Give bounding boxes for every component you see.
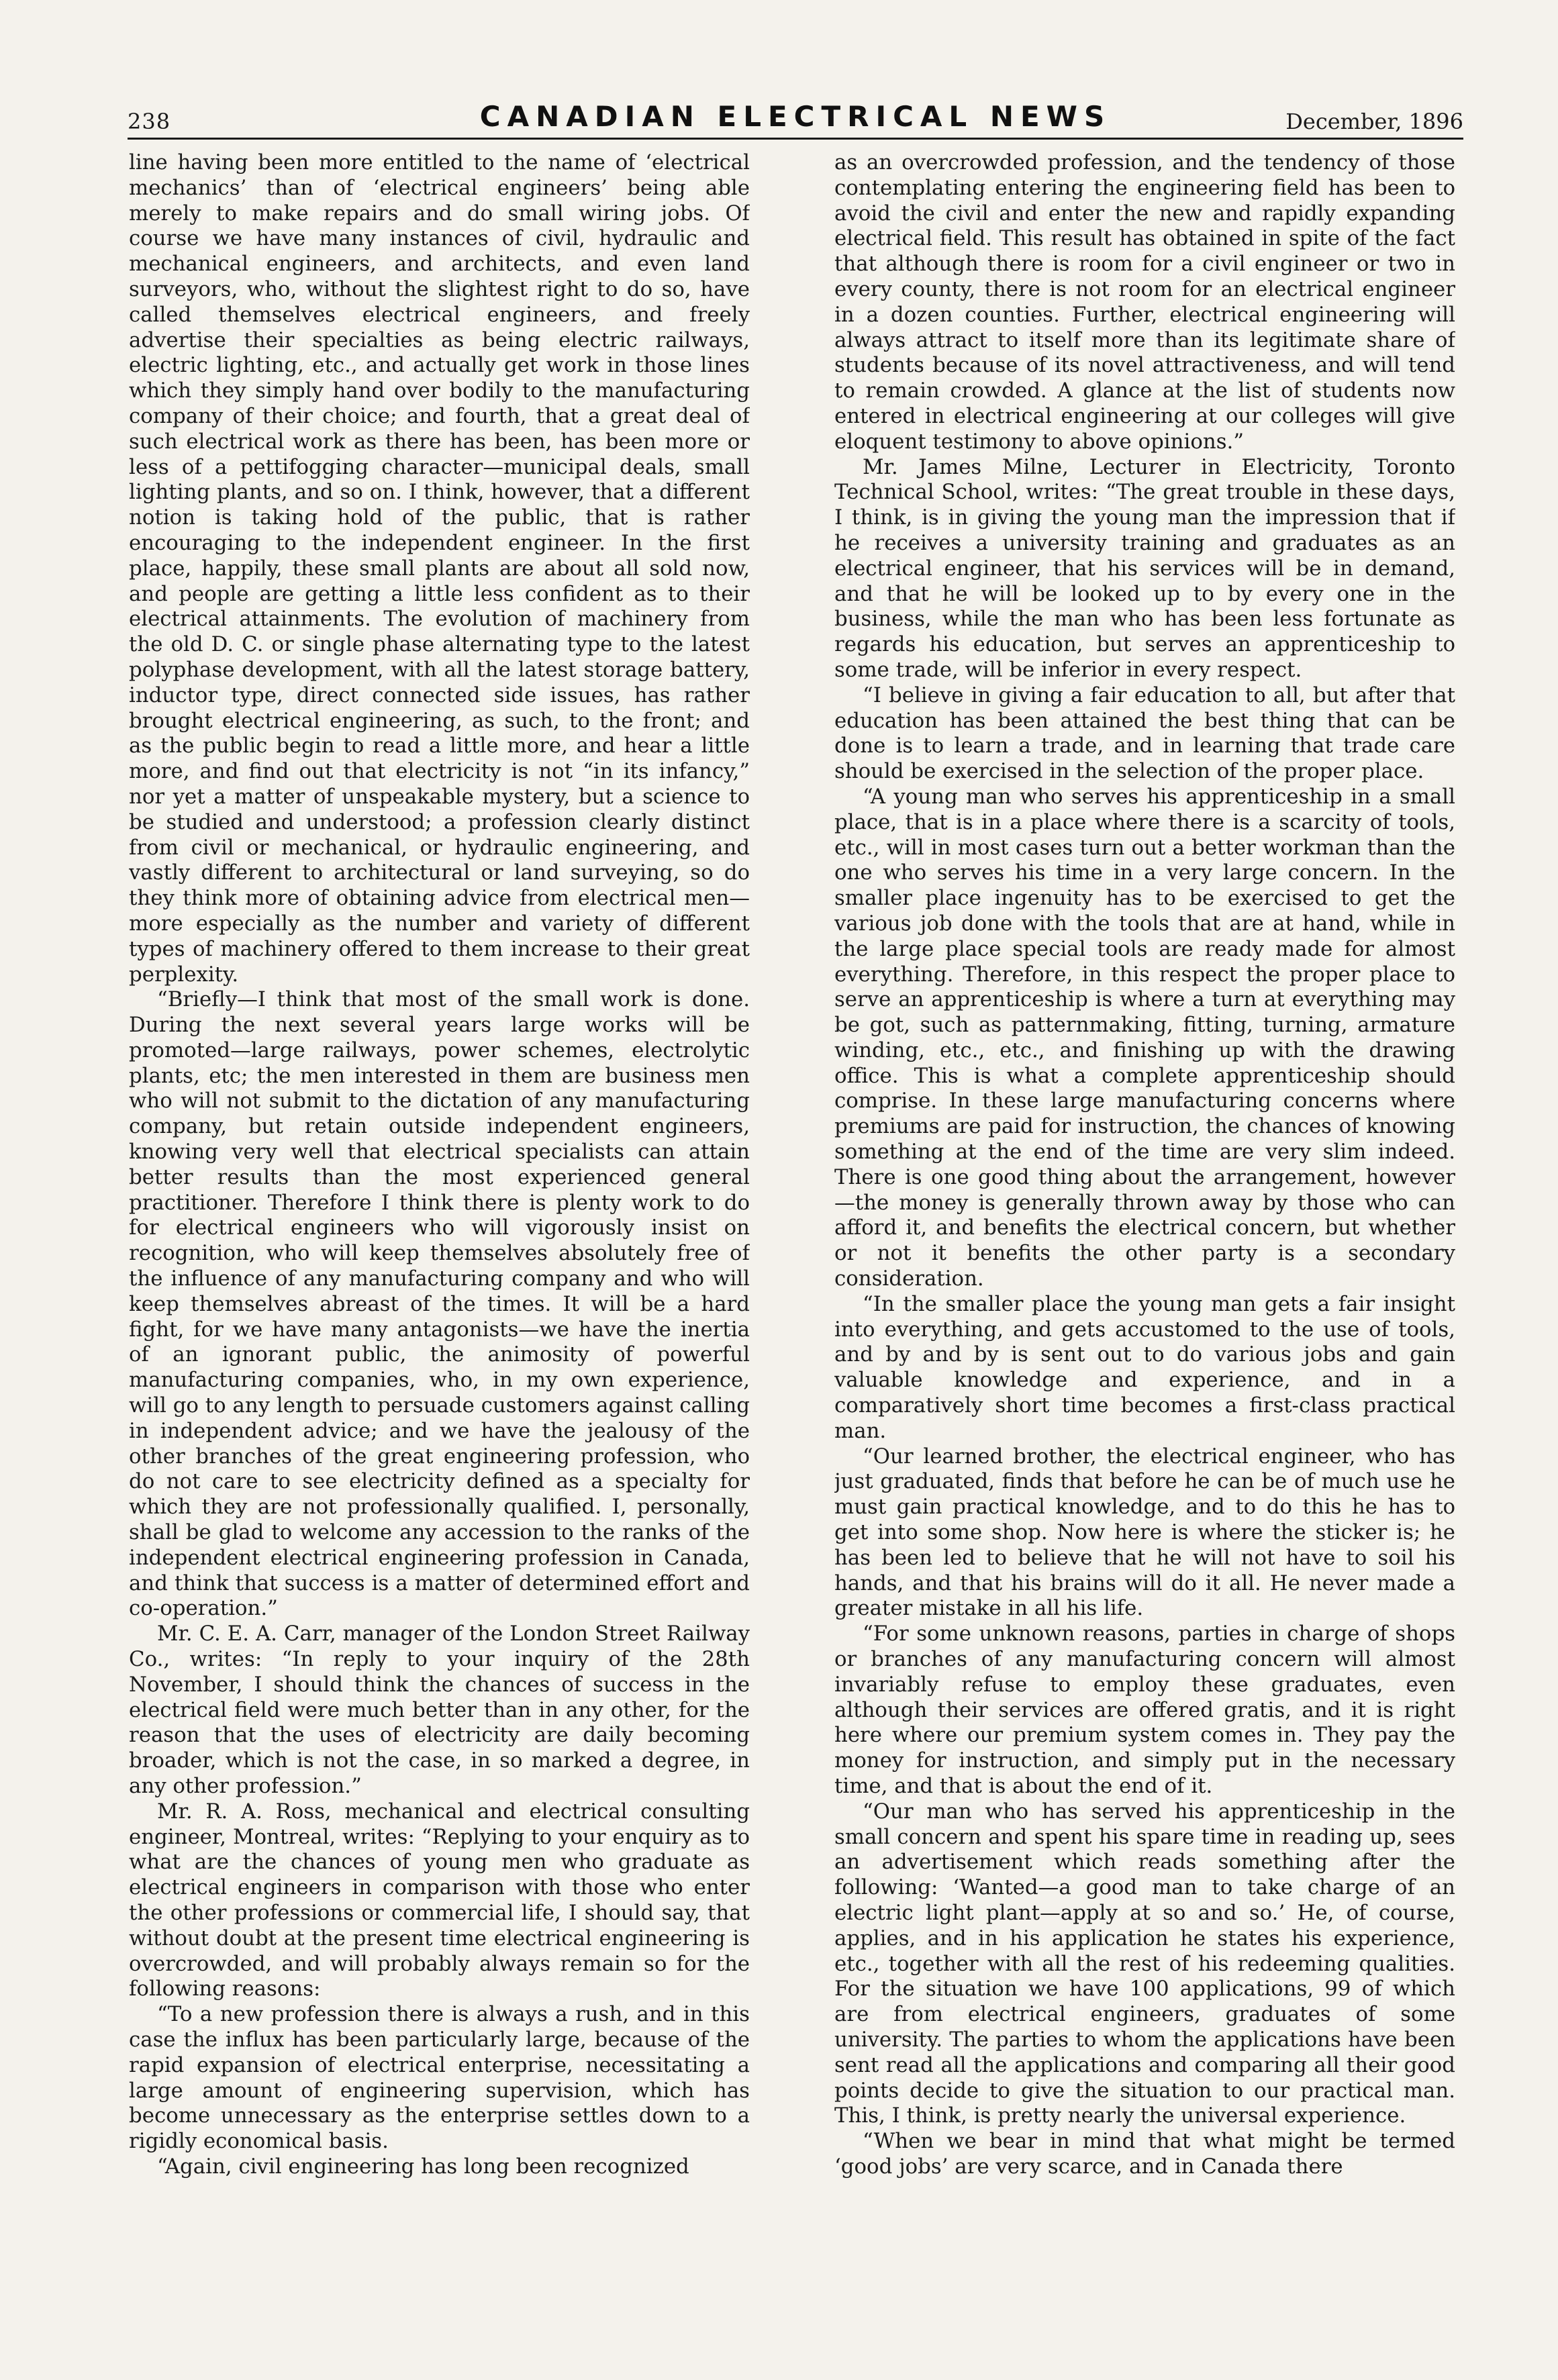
paragraph: “To a new profession there is always a rush, and in this case the influx has been particularly large, because of the rapid expansion of electrical enterprise, necessitating a large amount of engineering supervision, which has become unnecessary as the enterprise settles down to a rigidly economical basis. (129, 2002, 750, 2154)
paragraph: “In the smaller place the young man gets a fair insight into everything, and gets accustomed to the use of tools, and by and by is sent out to do various jobs and gain valuable knowledge and experience, and in a comparatively short time becomes a first-class practical man. (834, 1291, 1455, 1443)
paragraph: line having been more entitled to the name of ‘electrical mechanics’ than of ‘electrical engineers’ being able merely to make repairs and do small wiring jobs. Of course we have many instances of civil, hydraulic and mechanical engineers, and architects, and even land surveyors, who, without the slightest right to do so, have called themselves electrical engineers, and freely advertise their specialties as being electric railways, electric lighting, etc., and actually get work in those lines which they simply hand over bodily to the manufacturing company of their choice; and fourth, that a great deal of such electrical work as there has been, has been more or less of a pettifogging character—municipal deals, small lighting plants, and so on. I think, however, that a different notion is taking hold of the public, that is rather encouraging to the independent engineer. In the first place, happily, these small plants are about all sold now, and people are getting a little less confident as to their electrical attainments. The evolution of machinery from the old D. C. or single phase alternating type to the latest polyphase development, with all the latest storage battery, inductor type, direct connected side issues, has rather brought electrical engineering, as such, to the front; and as the public begin to read a little more, and hear a little more, and find out that electricity is not “in its infancy,” nor yet a matter of unspeakable mystery, but a science to be studied and understood; a profession clearly distinct from civil or mechanical, or hydraulic engineering, and vastly different to architectural or land surveying, so do they think more of obtaining advice from electrical men—more especially as the number and variety of different types of machinery offered to them increase to their great perplexity. (129, 150, 750, 987)
paragraph: “A young man who serves his apprenticeship in a small place, that is in a place where there is a scarcity of tools, etc., will in most cases turn out a better workman than the one who serves his time in a very large concern. In the smaller place ingenuity has to be exercised to get the various job done with the tools that are at hand, while in the large place special tools are ready made for almost everything. Therefore, in this respect the proper place to serve an apprenticeship is where a turn at everything may be got, such as patternmaking, fitting, turning, armature winding, etc., etc., and finishing up with the drawing office. This is what a complete apprenticeship should comprise. In these large manufacturing concerns where premiums are paid for instruction, the chances of knowing something at the end of the time are very slim indeed. There is one good thing about the arrangement, however—the money is generally thrown away by those who can afford it, and benefits the electrical concern, but whether or not it benefits the other party is a secondary consideration. (834, 784, 1455, 1291)
masthead-title: CANADIAN ELECTRICAL NEWS (479, 100, 1112, 133)
page-header (128, 94, 1463, 134)
paragraph: “Our man who has served his apprenticeship in the small concern and spent his spare time in reading up, sees an advertisement which reads something after the following: ‘Wanted—a good man to take charge of an electric light plant—apply at so and so.’ He, of course, applies, and in his application he states his experience, etc., together with all the rest of his redeeming qualities. For the situation we have 100 applications, 99 of which are from electrical engineers, graduates of some university. The parties to whom the applications have been sent read all the applications and comparing all their good points decide to give the situation to our practical man. This, I think, is pretty nearly the universal experience. (834, 1799, 1455, 2128)
right-column (834, 150, 1455, 2359)
paragraph: Mr. R. A. Ross, mechanical and electrical consulting engineer, Montreal, writes: “Replying to your enquiry as to what are the chances of young men who graduate as electrical engineers in comparison with those who enter the other professions or commercial life, I should say, that without doubt at the present time electrical engineering is overcrowded, and will probably always remain so for the following reasons: (129, 1799, 750, 2001)
paragraph: “I believe in giving a fair education to all, but after that education has been attained the best thing that can be done is to learn a trade, and in learning that trade care should be exercised in the selection of the proper place. (834, 683, 1455, 784)
paragraph: “Briefly—I think that most of the small work is done. During the next several years large works will be promoted—large railways, power schemes, electrolytic plants, etc; the men interested in them are business men who will not submit to the dictation of any manufacturing company, but retain outside independent engineers, knowing very well that electrical specialists can attain better results than the most experienced general practitioner. Therefore I think there is plenty work to do for electrical engineers who will vigorously insist on recognition, who will keep themselves absolutely free of the influence of any manufacturing company and who will keep themselves abreast of the times. It will be a hard fight, for we have many antagonists—we have the inertia of an ignorant public, the animosity of powerful manufacturing companies, who, in my own experience, will go to any length to persuade customers against calling in independent advice; and we have the jealousy of the other branches of the great engineering profession, who do not care to see electricity defined as a specialty for which they are not professionally qualified. I, personally, shall be glad to welcome any accession to the ranks of the independent electrical engineering profession in Canada, and think that success is a matter of determined effort and co-operation.” (129, 987, 750, 1621)
paragraph: “When we bear in mind that what might be termed ‘good jobs’ are very scarce, and in Canada there (834, 2129, 1455, 2179)
page-number: 238 (128, 109, 171, 134)
paragraph: “For some unknown reasons, parties in charge of shops or branches of any manufacturing concern will almost invariably refuse to employ these graduates, even although their services are offered gratis, and it is right here where our premium system comes in. They pay the money for instruction, and simply put in the necessary time, and that is about the end of it. (834, 1622, 1455, 1798)
paragraph: Mr. C. E. A. Carr, manager of the London Street Railway Co., writes: “In reply to your inquiry of the 28th November, I should think the chances of success in the electrical field were much better than in any other, for the reason that the uses of electricity are daily becoming broader, which is not the case, in so marked a degree, in any other profession.” (129, 1622, 750, 1798)
paragraph: “Our learned brother, the electrical engineer, who has just graduated, finds that before he can be of much use he must gain practical knowledge, and to do this he has to get into some shop. Now here is where the sticker is; he has been led to believe that he will not have to soil his hands, and that his brains will do it all. He never made a greater mistake in all his life. (834, 1444, 1455, 1621)
paragraph: as an overcrowded profession, and the tendency of those contemplating entering the engineering field has been to avoid the civil and enter the new and rapidly expanding electrical field. This result has obtained in spite of the fact that although there is room for a civil engineer or two in every county, there is not room for an electrical engineer in a dozen counties. Further, electrical engineering will always attract to itself more than its legitimate share of students because of its novel attractiveness, and will tend to remain crowded. A glance at the list of students now entered in electrical engineering at our colleges will give eloquent testimony to above opinions.” (834, 150, 1455, 454)
paragraph: Mr. James Milne, Lecturer in Electricity, Toronto Technical School, writes: “The great trouble in these days, I think, is in giving the young man the impression that if he receives a university training and graduates as an electrical engineer, that his services will be in demand, and that he will be looked up to by every one in the business, while the man who has been less fortunate as regards his education, but serves an apprenticeship to some trade, will be inferior in every respect. (834, 454, 1455, 682)
paragraph: “Again, civil engineering has long been recognized (157, 2154, 689, 2179)
issue-date: December, 1896 (1285, 109, 1463, 134)
header-rule (128, 138, 1463, 140)
left-column (129, 150, 750, 2359)
